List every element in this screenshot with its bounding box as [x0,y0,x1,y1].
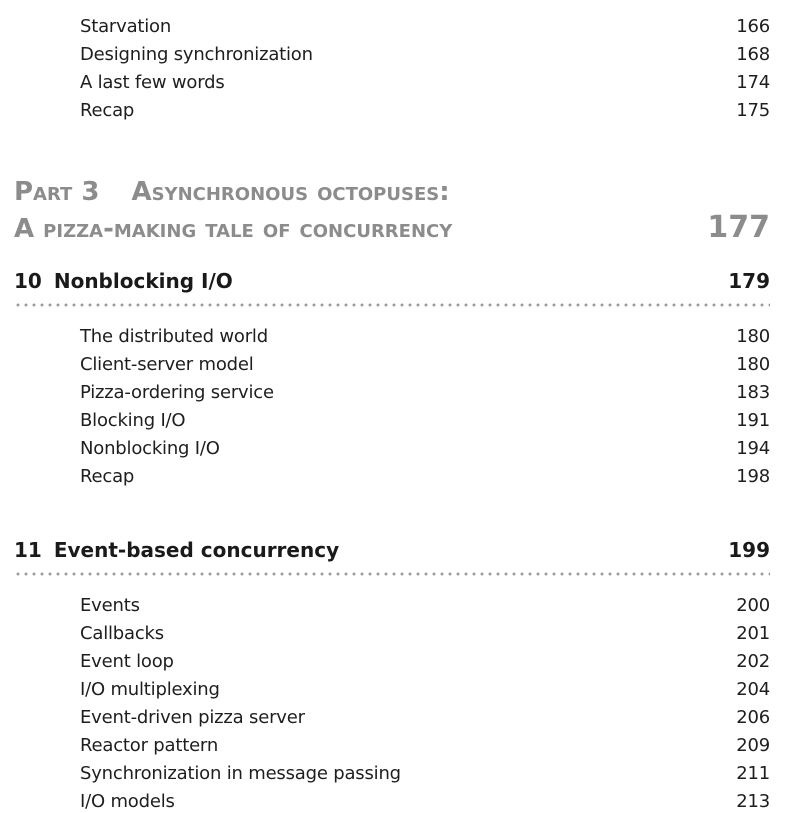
entry-title: A last few words [80,72,225,93]
entry-title: Events [80,595,140,616]
entry-page: 204 [736,679,770,700]
entry-title: Reactor pattern [80,735,219,756]
chapter-heading[interactable] [14,537,770,563]
chapter-heading[interactable] [14,268,770,294]
part-label: Part 3 [14,177,100,207]
entry-title: The distributed world [80,326,268,347]
entry-title: Client-server model [80,354,254,375]
toc-entry[interactable] [80,791,770,813]
entry-page: 211 [736,763,770,784]
part-heading-line2 [14,212,770,245]
part-page: 177 [707,210,770,245]
toc-entry[interactable] [80,707,770,729]
toc-entry[interactable] [80,466,770,488]
entry-page: 209 [736,735,770,756]
entry-page: 180 [736,354,770,375]
entry-page: 180 [736,326,770,347]
toc-entry[interactable] [80,326,770,348]
dotted-divider [14,303,770,307]
toc-entry[interactable] [80,679,770,701]
entry-title: Pizza-ordering service [80,382,274,403]
toc-entry[interactable] [80,100,770,122]
entry-page: 194 [736,438,770,459]
entry-page: 166 [736,16,770,37]
chapter-title: Nonblocking I/O [53,269,233,293]
entry-page: 202 [736,651,770,672]
toc-entry[interactable] [80,438,770,460]
toc-entry[interactable] [80,651,770,673]
chapter-page: 199 [728,538,770,562]
entry-page: 168 [736,44,770,65]
chapter-page: 179 [728,269,770,293]
entry-page: 191 [736,410,770,431]
entry-title: Event loop [80,651,174,672]
entry-title: Starvation [80,16,172,37]
entry-title: Callbacks [80,623,164,644]
part-title-line1: Asynchronous octopuses: [131,177,450,207]
entry-title: Blocking I/O [80,410,186,431]
entry-page: 201 [736,623,770,644]
entry-page: 198 [736,466,770,487]
toc-entry[interactable] [80,16,770,38]
toc-entry[interactable] [80,763,770,785]
part-heading[interactable] [14,176,770,208]
toc-entry[interactable] [80,72,770,94]
entry-page: 206 [736,707,770,728]
entry-title: Recap [80,466,135,487]
toc-entry[interactable] [80,354,770,376]
entry-title: Recap [80,100,135,121]
entry-title: Synchronization in message passing [80,763,401,784]
toc-entry[interactable] [80,595,770,617]
entry-title: Designing synchronization [80,44,313,65]
entry-page: 175 [736,100,770,121]
part-title-line2: A pizza-making tale of concurrency [14,214,453,244]
toc-entry[interactable] [80,735,770,757]
chapter-number: 11 [14,538,42,562]
entry-page: 183 [736,382,770,403]
entry-page: 174 [736,72,770,93]
chapter-title: Event-based concurrency [53,538,340,562]
entry-title: I/O models [80,791,175,812]
entry-page: 200 [736,595,770,616]
entry-title: Event-driven pizza server [80,707,305,728]
toc-entry[interactable] [80,44,770,66]
entry-page: 213 [736,791,770,812]
toc-entry[interactable] [80,382,770,404]
toc-entry[interactable] [80,410,770,432]
dotted-divider [14,572,770,576]
chapter-number: 10 [14,269,42,293]
entry-title: I/O multiplexing [80,679,220,700]
toc-entry[interactable] [80,623,770,645]
entry-title: Nonblocking I/O [80,438,220,459]
